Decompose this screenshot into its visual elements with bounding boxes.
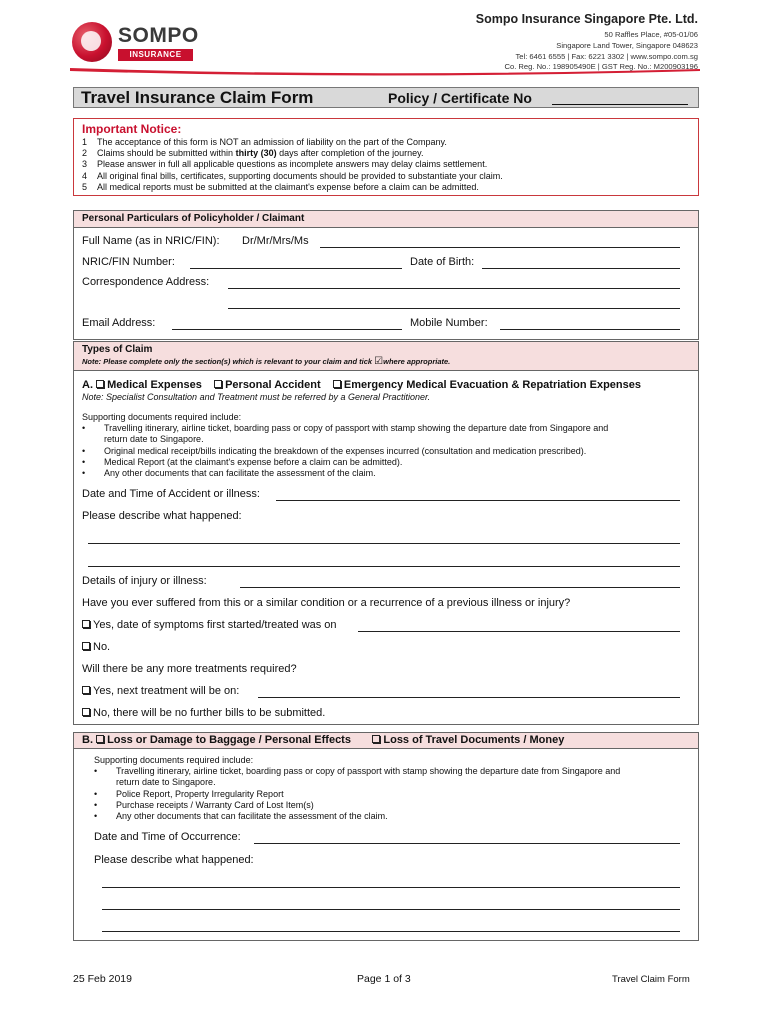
types-note: Note: Please complete only the section(s) which is relevant to your claim and tick ☑where appropriate. [82,356,451,367]
list-item: • Travelling itinerary, airline ticket, boarding pass or copy of passport with stamp showing the departure date from Singapore and return date to Singapore. [82,423,608,445]
section-a-note: Note: Specialist Consultation and Treatment must be referred by a General Practitioner. [82,392,431,402]
section-b-heading [74,733,698,749]
dob-label: Date of Birth: [410,256,475,268]
section-a-letter: A. [82,379,93,391]
describe-a-input-line-1[interactable] [88,543,680,544]
yes-symptoms-checkbox[interactable] [82,620,90,628]
yes-next-checkbox[interactable] [82,686,90,694]
sompo-logo [70,20,205,70]
suffered-question: Have you ever suffered from this or a similar condition or a recurrence of a previous illness or injury? [82,597,571,609]
travel-documents-label: Loss of Travel Documents / Money [383,734,565,746]
section-a-docs [82,412,608,479]
yes-symptoms-option [82,619,337,631]
symptoms-date-input[interactable] [358,631,680,632]
form-title-bar [73,87,699,108]
accident-date-label: Date and Time of Accident or illness: [82,488,260,500]
section-b-docs [94,755,620,822]
logo-word: SOMPO [118,24,199,47]
no-further-option [82,707,325,719]
list-item: • Any other documents that can facilitate the assessment of the claim. [82,468,608,479]
accident-date-input[interactable] [276,500,680,501]
section-a-docs-heading: Supporting documents required include: [82,412,242,422]
describe-b-input-line-2[interactable] [102,909,680,910]
baggage-label: Loss or Damage to Baggage / Personal Effects [107,734,351,746]
no-option [82,641,110,653]
notice-item: 1 The acceptance of this form is NOT an admission of liability on the part of the Company. [82,137,447,147]
section-a-options [82,379,641,391]
injury-label: Details of injury or illness: [82,575,207,587]
personal-accident-label: Personal Accident [225,379,321,391]
describe-a-label: Please describe what happened: [82,510,242,522]
describe-b-input-line-3[interactable] [102,931,680,932]
types-heading-text: Types of Claim [82,344,153,355]
next-treatment-input[interactable] [258,697,680,698]
logo-sub: INSURANCE [118,49,193,61]
personal-particulars-section [73,210,699,340]
injury-input[interactable] [240,587,680,588]
evacuation-checkbox[interactable] [333,380,341,388]
company-reg: Co. Reg. No.: 198905490E | GST Reg. No.: M200903196 [504,62,698,72]
company-address-2: Singapore Land Tower, Singapore 048623 [556,40,698,50]
medical-expenses-label: Medical Expenses [107,379,202,391]
policy-number-field[interactable] [552,104,688,105]
company-address-1: 50 Raffles Place, #05-01/06 [604,30,698,39]
footer-form-name: Travel Claim Form [612,974,690,985]
policy-label: Policy / Certificate No [388,90,532,106]
dob-input[interactable] [482,268,680,269]
footer-date: 25 Feb 2019 [73,973,132,985]
company-info [476,12,698,73]
salutation-label: Dr/Mr/Mrs/Ms [242,235,309,247]
company-name: Sompo Insurance Singapore Pte. Ltd. [475,12,698,26]
email-label: Email Address: [82,317,156,329]
full-name-label: Full Name (as in NRIC/FIN): [82,235,220,247]
travel-documents-checkbox[interactable] [372,735,380,743]
no-label: No. [93,641,111,653]
describe-b-input-line-1[interactable] [102,887,680,888]
logo-emblem-icon [72,22,112,62]
mobile-input[interactable] [500,329,680,330]
address-label: Correspondence Address: [82,276,210,288]
list-item: • Original medical receipt/bills indicating the breakdown of the expenses incurred (consultation and medication prescribed). [82,446,608,457]
describe-a-input-line-2[interactable] [88,566,680,567]
section-b-letter: B. [82,734,93,746]
form-title: Travel Insurance Claim Form [81,88,314,107]
list-item: • Travelling itinerary, airline ticket, boarding pass or copy of passport with stamp showing the departure date from Singapore and return date to Singapore. [94,766,620,788]
email-input[interactable] [172,329,402,330]
no-checkbox[interactable] [82,642,90,650]
tick-icon: ☑ [374,356,384,367]
footer-page: Page 1 of 3 [357,973,411,985]
nric-input[interactable] [190,268,402,269]
occurrence-label: Date and Time of Occurrence: [94,831,241,843]
notice-item: 5 All medical reports must be submitted at the claimant's expense before a claim can be admitted. [82,181,479,192]
occurrence-input[interactable] [254,843,680,844]
yes-next-option [82,685,239,697]
personal-accident-checkbox[interactable] [214,380,222,388]
notice-item: 2 Claims should be submitted within thirty (30) days after completion of the journey. [82,148,424,159]
yes-next-label: Yes, next treatment will be on: [93,685,240,697]
list-item: • Any other documents that can facilitate the assessment of the claim. [94,811,620,822]
section-b-docs-heading: Supporting documents required include: [94,755,254,765]
types-heading [74,342,698,371]
no-further-label: No, there will be no further bills to be submitted. [93,707,326,719]
nric-label: NRIC/FIN Number: [82,256,175,268]
list-item: • Purchase receipts / Warranty Card of Lost Item(s) [94,800,620,811]
mobile-label: Mobile Number: [410,317,488,329]
full-name-input[interactable] [320,247,680,248]
company-contact: Tel: 6461 6555 | Fax: 6221 3302 | www.sompo.com.sg [515,51,698,61]
list-item: • Police Report, Property Irregularity Report [94,789,620,800]
evacuation-label: Emergency Medical Evacuation & Repatriation Expenses [343,379,641,391]
address-input-line-1[interactable] [228,288,680,289]
address-input-line-2[interactable] [228,308,680,309]
yes-symptoms-label: Yes, date of symptoms first started/treated was on [93,619,337,631]
more-treatment-question: Will there be any more treatments required? [82,663,297,675]
personal-heading: Personal Particulars of Policyholder / Claimant [74,211,698,228]
no-further-checkbox[interactable] [82,708,90,716]
medical-expenses-checkbox[interactable] [96,380,104,388]
notice-item: 3 Please answer in full all applicable questions as incomplete answers may delay claims settlement. [82,159,488,170]
notice-item: 4 All original final bills, certificates, supporting documents should be provided to substantiate your claim. [82,170,503,181]
notice-heading: Important Notice: [82,122,182,136]
important-notice [73,118,699,196]
list-item: • Medical Report (at the claimant's expense before a claim can be admitted). [82,457,608,468]
describe-b-label: Please describe what happened: [94,854,254,866]
baggage-checkbox[interactable] [96,735,104,743]
